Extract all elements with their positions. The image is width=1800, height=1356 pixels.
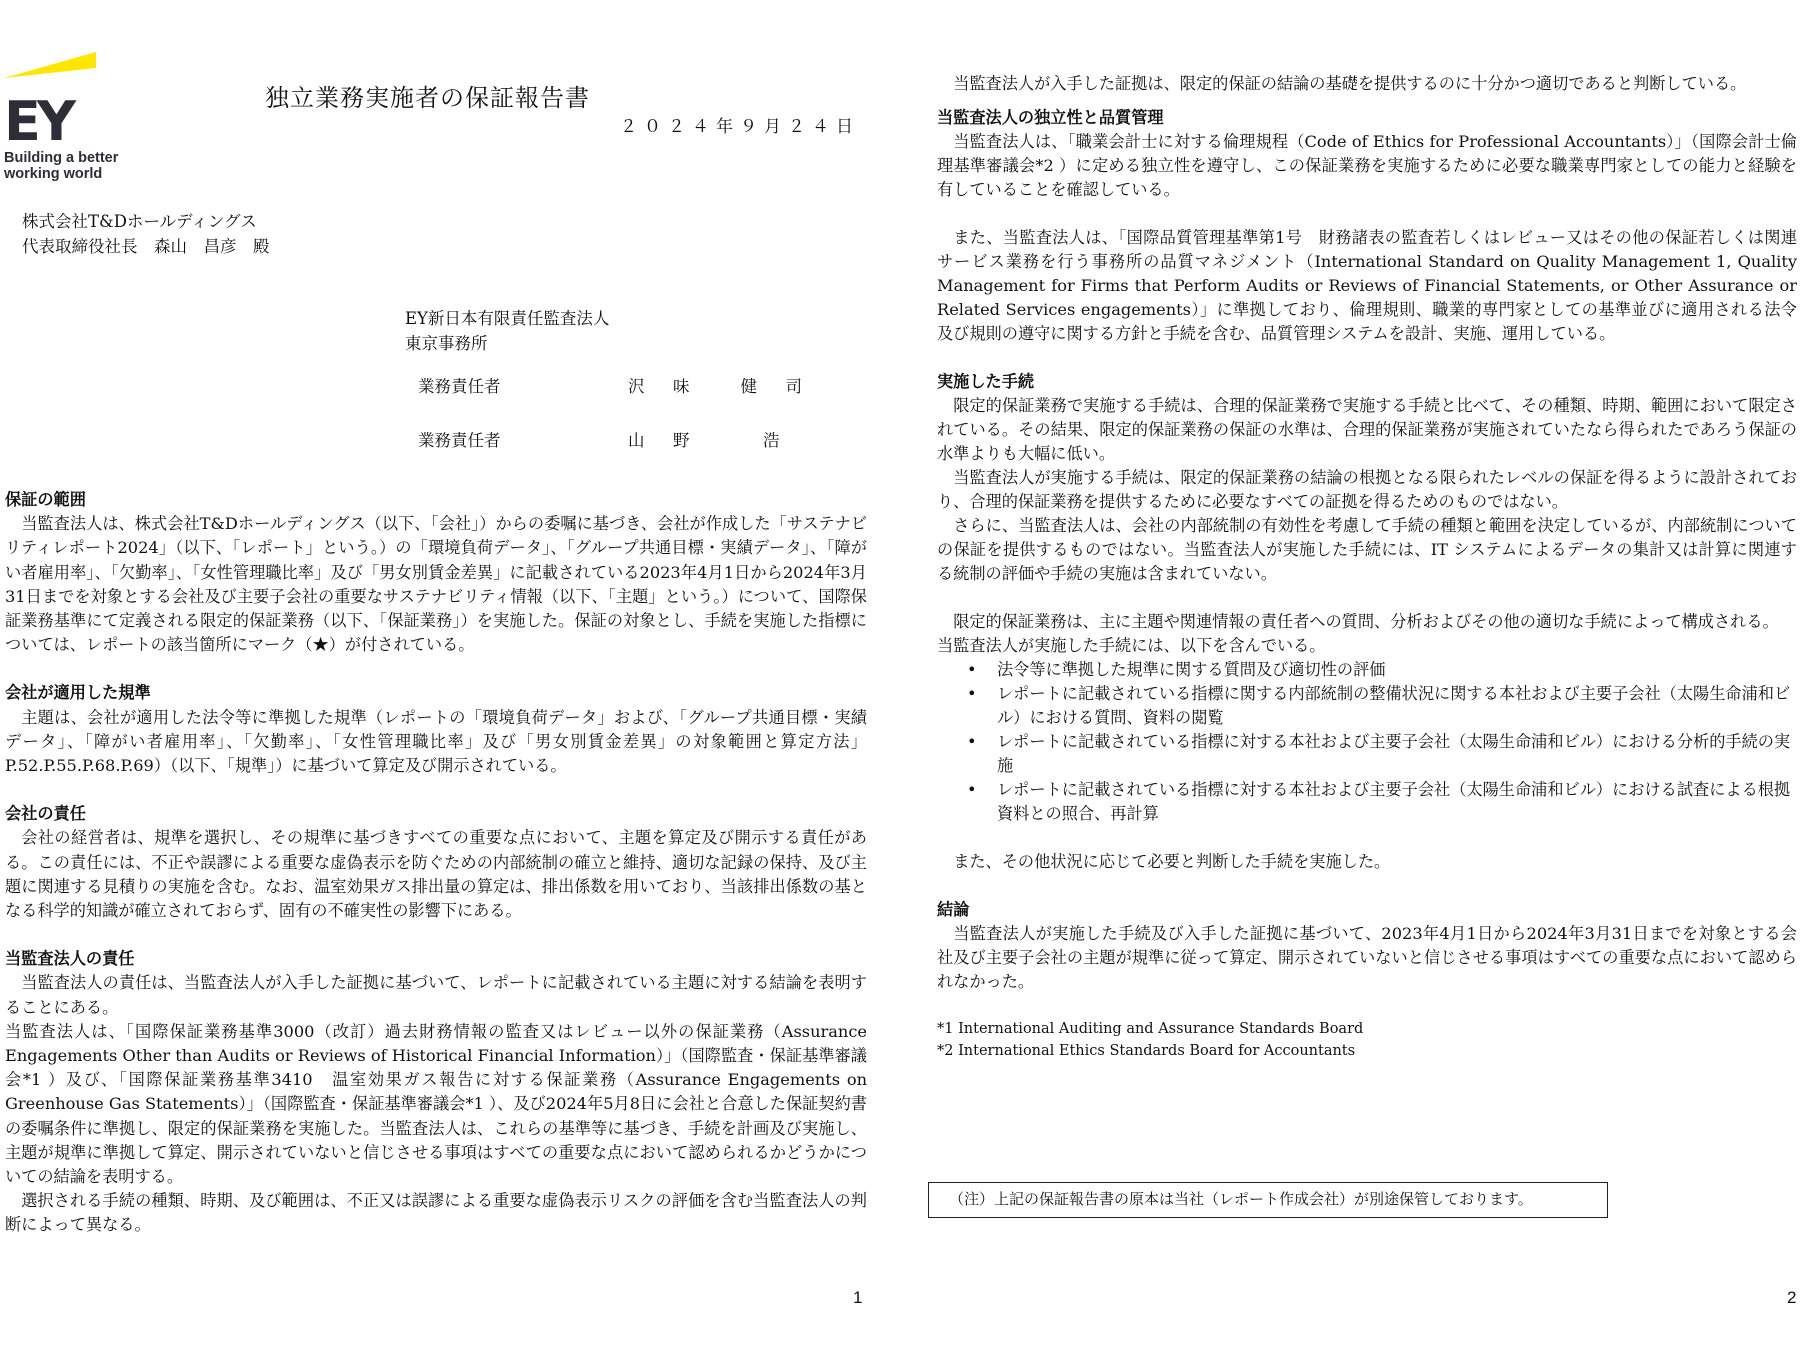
independence-paragraph: 当監査法人は、「職業会計士に対する倫理規程（Code of Ethics for Professional Accountants）」（国際会計士倫理基準審議会*2 ）に定める独立性を遵守し、この保証業務を実施するために必要な職業専門家としての能力と経験を有していることを確認している。: [937, 132, 1797, 199]
report-title: 独立業務実施者の保証報告書: [265, 84, 590, 112]
list-item-text: レポートに記載されている指標に対する本社および主要子会社（太陽生命浦和ビル）における分析的手続の実施: [997, 732, 1791, 775]
procedures-closing: また、その他状況に応じて必要と判断した手続を実施した。: [953, 852, 1391, 871]
section-heading-auditor-responsibility: 当監査法人の責任: [5, 949, 135, 969]
bullet-icon: •: [967, 780, 977, 799]
auditor-standards-paragraph: 当監査法人は、「国際保証業務基準3000（改訂）過去財務情報の監査又はレビュー以外の保証業務（Assurance Engagements Other than Audits or Reviews of Historical Financial Information）」（国際監査・保証基準審議会*1 ）及び、「国際保証業務基準3410 温室効果ガス報告に対する保証業務（Assurance Engagements on Greenhouse Gas Statements）」（国際監査・保証基準審議会*1 ）、及び2024年5月8日に会社と合意した保証契約書の委嘱条件に準拠し、限定的保証業務を実施した。当監査法人は、これらの基準等に基づき、手続を計画及び実施し、主題が規準に準拠して算定、開示されていないと信じさせる事項はすべての重要な点において認められるかどうかについての結論を表明する。: [5, 1021, 867, 1187]
footnote-1: *1 International Auditing and Assurance Standards Board: [937, 1021, 1364, 1037]
procedures-paragraph-4: 限定的保証業務は、主に主題や関連情報の責任者への質問、分析およびその他の適切な手続によって構成される。: [953, 612, 1779, 631]
section-heading-independence: 当監査法人の独立性と品質管理: [937, 108, 1164, 127]
quality-management-paragraph: また、当監査法人は、「国際品質管理基準第1号 財務諸表の監査若しくはレビュー又はその他の保証若しくは関連サービス業務を行う事務所の品質マネジメント（International Standard on Quality Management 1, Quality Management for Firms that Perform Audits or Reviews of Financial Statements, or Other Assurance or Related Services engagements）」に準拠しており、倫理規則、職業的専門家としての基準並びに適用される法令及び規則の遵守に関する方針と手続を含む、品質管理システムを設計、実施、運用している。: [937, 228, 1797, 343]
footnote-2: *2 International Ethics Standards Board for Accountants: [937, 1043, 1356, 1059]
criteria-paragraph: 主題は、会社が適用した法令等に準拠した規準（レポートの「環境負荷データ」および、「グループ共通目標・実績データ」、「障がい者雇用率」、「欠勤率」、「女性管理職比率」及び「男女別賃金差異」の対象範囲と算定方法」P.52.P.55.P.68.P.69）（以下、「規準」）に基づいて算定及び開示されている。: [5, 707, 867, 776]
bullet-icon: •: [967, 732, 977, 751]
section-heading-criteria: 会社が適用した規準: [5, 683, 151, 703]
firm-name: EY新日本有限責任監査法人: [405, 309, 610, 328]
auditor-judgement-paragraph: 選択される手続の種類、時期、及び範囲は、不正又は誤謬による重要な虚偽表示リスクの評価を含む当監査法人の判断によって異なる。: [5, 1191, 867, 1235]
original-copy-note: （注）上記の保証報告書の原本は当社（レポート作成会社）が別途保管しております。: [928, 1182, 1608, 1218]
bullet-icon: •: [967, 660, 977, 679]
addressee-company: 株式会社T&Dホールディングス: [22, 212, 257, 231]
page2-body: [937, 72, 1797, 1062]
ey-logo-beam-icon: [4, 50, 99, 90]
evidence-paragraph: 当監査法人が入手した証拠は、限定的保証の結論の基礎を提供するのに十分かつ適切であると判断している。: [953, 74, 1747, 93]
page1-body: [5, 488, 867, 1238]
page-number-2: 2: [1787, 1288, 1797, 1307]
signer-name-1: 沢 味 健 司: [628, 377, 808, 396]
bullet-icon: •: [967, 684, 977, 703]
report-page-2: [925, 0, 1800, 1356]
procedures-paragraph-3: さらに、当監査法人は、会社の内部統制の有効性を考慮して手続の種類と範囲を決定しているが、内部統制についての保証を提供するものではない。当監査法人が実施した手続には、IT システムによるデータの集計又は計算に関連する統制の評価や手続の実施は含まれていない。: [937, 516, 1797, 583]
report-date: ２０２４年９月２４日: [620, 117, 860, 137]
ey-tagline: Building a better working world: [4, 150, 119, 182]
procedures-paragraph-2: 当監査法人が実施する手続は、限定的保証業務の結論の根拠となる限られたレベルの保証を得るように設計されており、合理的保証業務を提供するために必要なすべての証拠を得るためのものではない。: [937, 468, 1797, 511]
section-heading-company-responsibility: 会社の責任: [5, 804, 86, 824]
auditor-responsibility-paragraph: 当監査法人の責任は、当監査法人が入手した証拠に基づいて、レポートに記載されている主題に対する結論を表明することにある。: [5, 973, 867, 1017]
addressee-person: 代表取締役社長 森山 昌彦 殿: [22, 237, 270, 256]
signer-role-2: 業務責任者: [418, 431, 501, 450]
page-number-1: 1: [853, 1288, 863, 1307]
section-heading-conclusion: 結論: [937, 900, 970, 919]
conclusion-paragraph: 当監査法人が実施した手続及び入手した証拠に基づいて、2023年4月1日から2024年3月31日までを対象とする会社及び主要子会社の主題が規準に従って算定、開示されていないと信じさせる事項はすべての重要な点において認められなかった。: [937, 924, 1797, 991]
ey-wordmark: EY: [4, 90, 72, 153]
scope-paragraph: 当監査法人は、株式会社T&Dホールディングス（以下、「会社」）からの委嘱に基づき、会社が作成した「サステナビリティレポート2024」（以下、「レポート」という。）の「環境負荷データ」、「グループ共通目標・実績データ」、「障がい者雇用率」、「欠勤率」、「女性管理職比率」及び「男女別賃金差異」に記載されている2023年4月1日から2024年3月31日までを対象とする会社及び主要子会社の重要なサステナビリティ情報（以下、「主題」という。）について、国際保証業務基準にて定義される限定的保証業務（以下、「保証業務」）を実施した。保証の対象とし、手続を実施した指標については、レポートの該当箇所にマーク（★）が付されている。: [5, 514, 867, 655]
report-page-1: [0, 0, 880, 1356]
procedures-list: [937, 658, 1797, 826]
firm-office: 東京事務所: [405, 334, 488, 353]
list-item: [967, 682, 1797, 730]
ey-logo: [4, 50, 124, 180]
list-item-text: レポートに記載されている指標に関する内部統制の整備状況に関する本社および主要子会社（太陽生命浦和ビル）における質問、資料の閲覧: [997, 684, 1791, 727]
signer-role-1: 業務責任者: [418, 377, 501, 396]
list-item: [967, 730, 1797, 778]
signer-name-2: 山 野 浩: [628, 431, 786, 450]
list-item-text: 法令等に準拠した規準に関する質問及び適切性の評価: [997, 660, 1386, 679]
company-responsibility-paragraph: 会社の経営者は、規準を選択し、その規準に基づきすべての重要な点において、主題を算定及び開示する責任がある。この責任には、不正や誤謬による重要な虚偽表示を防ぐための内部統制の確立と維持、適切な記録の保持、及び主題に関連する見積りの実施を含む。なお、温室効果ガス排出量の算定は、排出係数を用いており、当該排出係数の基となる科学的知識が確立されておらず、固有の不確実性の影響下にある。: [5, 828, 867, 921]
procedures-paragraph-1: 限定的保証業務で実施する手続は、合理的保証業務で実施する手続と比べて、その種類、時期、範囲において限定されている。その結果、限定的保証業務の保証の水準は、合理的保証業務が実施されていたなら得られたであろう保証の水準よりも大幅に低い。: [937, 396, 1797, 463]
section-heading-scope: 保証の範囲: [5, 490, 86, 509]
list-item: [967, 778, 1797, 826]
procedures-list-intro: 当監査法人が実施した手続には、以下を含んでいる。: [937, 636, 1326, 655]
list-item-text: レポートに記載されている指標に対する本社および主要子会社（太陽生命浦和ビル）における試査による根拠資料との照合、再計算: [997, 780, 1791, 823]
section-heading-procedures: 実施した手続: [937, 372, 1035, 391]
list-item: [967, 658, 1797, 682]
